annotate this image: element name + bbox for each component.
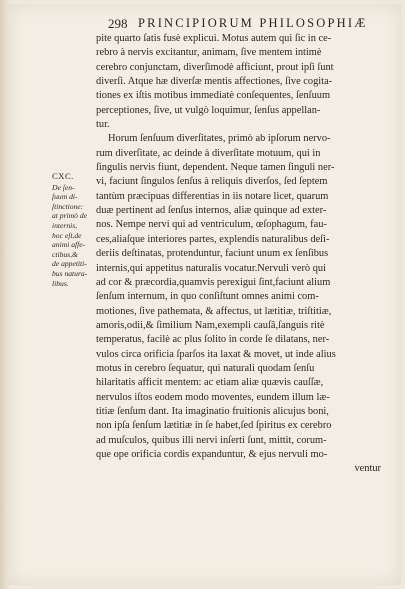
text-line: temperatus, facilè ac plus ſolito in corde ſe dilatans, ner-: [96, 334, 330, 346]
margin-section-number: CXC.: [52, 171, 74, 181]
text-line: vi, faciunt ſingulos ſenſus à reliquis diverſos, ſed ſeptem: [96, 176, 328, 188]
text-line: que ope orificia cordis expanduntur, & ejus nervuli mo-: [96, 448, 328, 460]
margin-note-line: ſuum di-: [52, 192, 78, 202]
margin-note-line: ctibus,&: [52, 249, 78, 259]
page-header: [108, 16, 398, 32]
text-line: pite quarto ſatis fusè explicui. Motus autem qui ſic in ce-: [96, 33, 332, 44]
text-line: perceptiones, ſive, ut vulgò loquimur, ſenſus appellan-: [96, 104, 321, 116]
margin-note-line: at primò de: [52, 211, 88, 221]
margin-note-line: bus natura-: [52, 268, 88, 278]
text-line: internis,qui appetitus naturalis vocatur.Nervuli verò qui: [96, 262, 326, 274]
text-line: ad cor & præcordia,quamvis perexigui ſint,faciunt alium: [96, 276, 331, 288]
text-line: diverſi. Atque hæ diverſæ mentis affectiones, ſive cogita-: [96, 76, 333, 88]
section-first-line: Horum ſenſuum diverſitates, primò ab ipſorum nervo-: [108, 133, 331, 145]
text-line: rebro à nervis excitantur, animam, ſive mentem intimè: [96, 47, 322, 59]
text-line: cerebro conjunctam, diverſimodè afficiunt, prout ipſi ſunt: [96, 61, 334, 73]
text-line: rum diverſitate, ac deinde à diverſitate motuum, qui in: [96, 147, 321, 159]
catchword: ventur: [354, 463, 381, 475]
text-line: motus in cerebro ſequatur, qui naturali quodam ſenſu: [96, 362, 315, 374]
text-line: duæ pertinent ad ſenſus internos, aliæ quinque ad exter-: [96, 205, 327, 217]
margin-note-line: internis,: [52, 220, 78, 230]
body-text: [96, 32, 381, 477]
text-line: nervulos iſtos eodem modo moventes, eundem illum læ-: [96, 391, 330, 403]
text-line: nos. Nempe nervi qui ad ventriculum, œſophagum, fau-: [96, 219, 327, 231]
text-line: titiæ ſenſum dant. Ita imaginatio fruitionis alicujus boni,: [96, 405, 329, 417]
text-line: ſingulis nervis fiunt, dependent. Neque tamen ſinguli ner-: [96, 162, 335, 174]
text-line: tantùm præcipuas differentias in iis notare licet, quarum: [96, 190, 329, 202]
text-line: hilaritatis afficit mentem: ac etiam aliæ quævis cauſſæ,: [96, 377, 324, 389]
text-line: vulos circa orificia ſparſos ita laxat & movet, ut inde alius: [96, 348, 336, 360]
margin-note-line: hoc eſt,de: [52, 230, 82, 240]
margin-note-line: De ſen-: [52, 182, 75, 192]
margin-note-line: ſtinctione:: [52, 201, 84, 211]
text-line: ſenſum internum, in quo conſiſtunt omnes animi com-: [96, 291, 319, 303]
running-title: PRINCIPIORUM PHILOSOPHIÆ: [138, 16, 368, 30]
text-line: tur.: [96, 119, 110, 131]
margin-note-line: animi affe-: [52, 240, 86, 250]
text-line: tiones ex iſtis motibus immediatè conſequentes, ſenſuum: [96, 90, 331, 102]
margin-note-line: de appetiti-: [52, 259, 87, 269]
text-line: ces,aliaſque interiores partes, explendis naturalibus deſi-: [96, 233, 330, 245]
text-line: amoris,odii,& ſimilium Nam,exempli cauſâ,ſanguis ritè: [96, 319, 325, 331]
margin-note-line: libus.: [52, 278, 69, 288]
text-line: deriis deſtinatas, protenduntur, faciunt unum ex ſenſibus: [96, 248, 329, 260]
page-number: 298: [108, 16, 128, 31]
text-line: non ipſa ſenſum lætitiæ in ſe habet,ſed ſpiritus ex cerebro: [96, 420, 332, 432]
text-line: ad muſculos, quibus illi nervi inſerti ſunt, mittit, corum-: [96, 434, 327, 446]
text-line: motiones, ſive pathemata, & affectus, ut lætitiæ, triſtitiæ,: [96, 305, 332, 317]
